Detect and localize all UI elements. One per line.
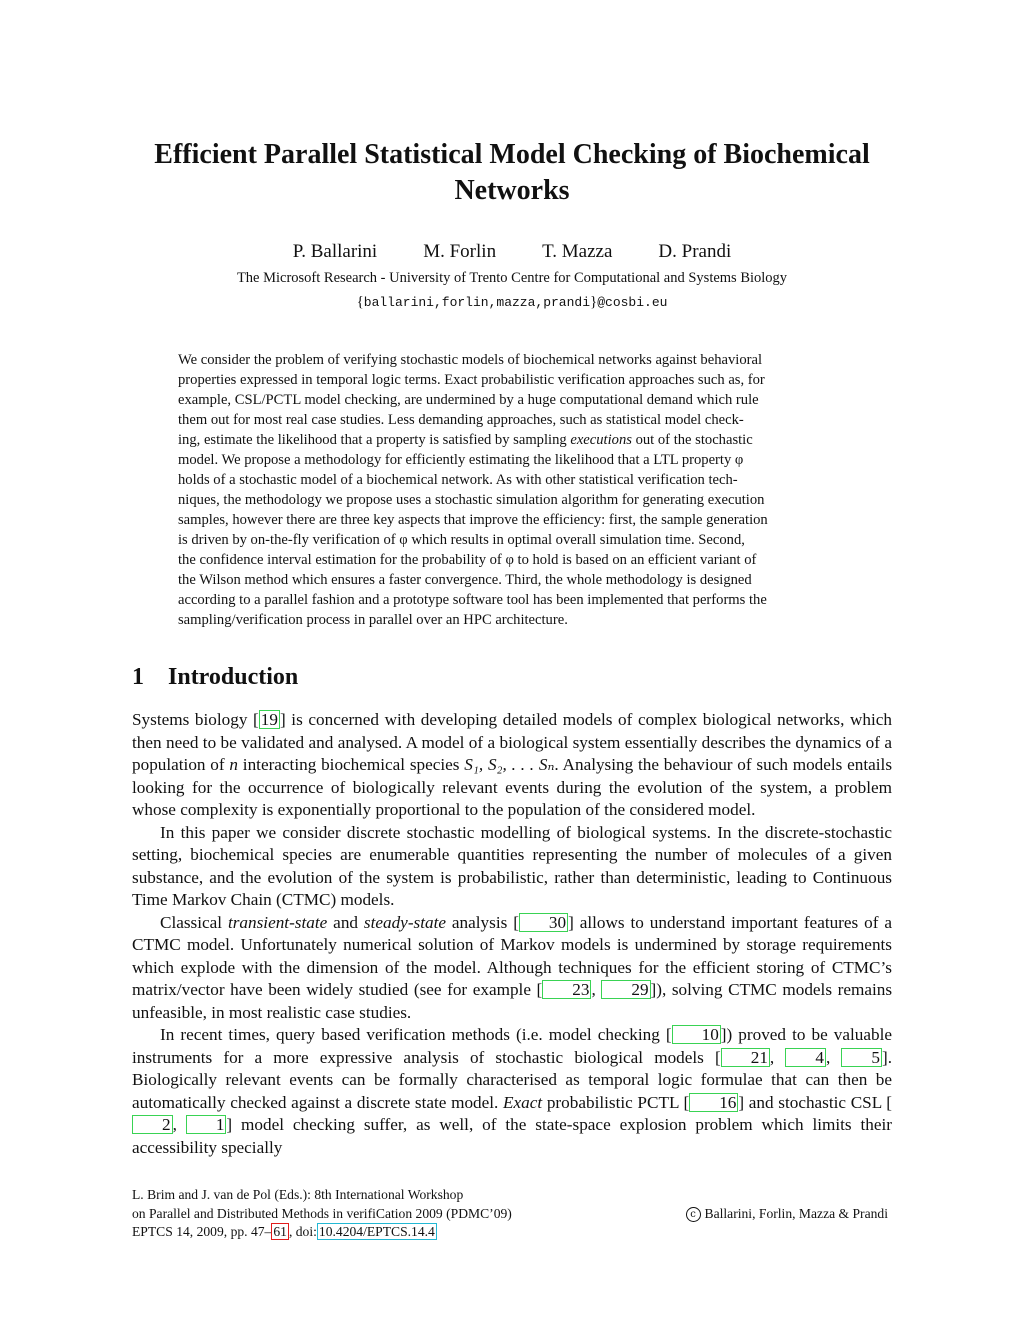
citation-link[interactable]: 10 xyxy=(672,1025,721,1044)
citation-link[interactable]: 29 xyxy=(601,980,650,999)
abstract xyxy=(178,350,846,630)
citation-link[interactable]: 2 xyxy=(132,1115,173,1134)
citation-link[interactable]: 19 xyxy=(260,710,278,729)
abstract-emphasis: executions xyxy=(570,432,632,448)
abstract-text: ing, estimate the likelihood that a property is satisfied by sampling xyxy=(178,432,571,448)
paper-title xyxy=(110,137,914,209)
abstract-line: example, CSL/PCTL model checking, are undermined by a huge computational demand which rule xyxy=(178,392,759,408)
section-title: Introduction xyxy=(168,664,299,690)
citation-link[interactable]: 23 xyxy=(542,980,591,999)
copyright-icon: c xyxy=(686,1207,701,1222)
citation-link[interactable]: 16 xyxy=(689,1093,738,1112)
abstract-line: model. We propose a methodology for efficiently estimating the likelihood that a LTL property φ xyxy=(178,452,744,468)
author-email xyxy=(0,292,1024,313)
paper-title-line1: Efficient Parallel Statistical Model Checking of Biochemical xyxy=(154,139,870,170)
citation-link[interactable]: 1 xyxy=(186,1115,227,1134)
copyright-holders: Ballarini, Forlin, Mazza & Prandi xyxy=(704,1205,888,1221)
abstract-line: niques, the methodology we propose uses a stochastic simulation algorithm for generating execution xyxy=(178,492,765,508)
abstract-line: properties expressed in temporal logic terms. Exact probabilistic verification approaches such as, for xyxy=(178,372,765,388)
author-list xyxy=(0,240,1024,264)
author: M. Forlin xyxy=(423,241,497,262)
paper-title-line2: Networks xyxy=(454,175,570,206)
footer xyxy=(132,1186,892,1242)
paragraph: In recent times, query based verification methods (i.e. model checking [ 10 ]) proved to be valuable instruments for a more expressive analysis of stochastic biological models [ 21 , 4 , 5 ]. Biologically relevant events can be formally characterised as temporal logic formulae that can then be automatically checked against a discrete state model. Exact probabilistic PCTL [ 16 ] and stochastic CSL [2 , 1 ] model checking suffer, as well, of the state-space explosion problem which limits their accessibility specially xyxy=(132,1025,893,1157)
section-heading xyxy=(132,662,632,692)
abstract-line: them out for most real case studies. Less demanding approaches, such as statistical model check- xyxy=(178,412,744,428)
paragraph: In this paper we consider discrete stochastic modelling of biological systems. In the discrete-stochastic setting, biochemical species are enumerable quantities representing the number of molecules of a given substance, and the evolution of the system is probabilistic, rather than deterministic, leading to Continuous Time Markov Chain (CTMC) models. xyxy=(132,822,892,909)
abstract-line: according to a parallel fashion and a prototype software tool has been implemented that performs the xyxy=(178,592,767,608)
abstract-line: sampling/verification process in parallel over an HPC architecture. xyxy=(178,612,568,628)
abstract-line: is driven by on-the-fly verification of φ which results in optimal overall simulation time. Second, xyxy=(178,532,745,548)
doi-link[interactable]: 10.4204/EPTCS.14.4 xyxy=(318,1224,435,1239)
email-users: ballarini,forlin,mazza,prandi xyxy=(363,295,591,310)
paragraph: Classical transient-state and steady-state analysis [ 30 ] allows to understand important features of a CTMC model. Unfortunately numerical solution of Markov models is undermined by storage requirements which explode with the dimension of the model. Although techniques for the efficient storing of CTMC’s matrix/vector have been widely studied (see for example [ 23 , 29 ]), solving CTMC models remains unfeasible, in most realistic case studies. xyxy=(132,912,893,1022)
section-number: 1 xyxy=(132,664,144,690)
citation-link[interactable]: 4 xyxy=(785,1048,826,1067)
citation-link[interactable]: 5 xyxy=(841,1048,882,1067)
abstract-line: the confidence interval estimation for the probability of φ to hold is based on an efficient variant of xyxy=(178,552,757,568)
intro-body xyxy=(132,709,892,1159)
abstract-line: samples, however there are three key aspects that improve the efficiency: first, the sample generation xyxy=(178,512,768,528)
footer-line: L. Brim and J. van de Pol (Eds.): 8th International Workshop xyxy=(132,1187,464,1202)
abstract-line xyxy=(178,430,846,450)
email-brace-close: } xyxy=(590,294,598,310)
footer-line: EPTCS 14, 2009, pp. 47– 61 , doi: 10.4204/EPTCS.14.4 xyxy=(132,1224,435,1239)
paragraph: Systems biology [ 19 ] is concerned with developing detailed models of complex biological networks, which then need to be validated and analysed. A model of a biological system essentially describes the dynamics of a population of n interacting biochemical species S₁, S₂, . . . Sₙ. Analysing the behaviour of such models entails looking for the occurrence of biologically relevant events during the evolution of the system, a problem whose complexity is exponentially proportional to the population of the considered model. xyxy=(132,710,893,819)
abstract-line: holds of a stochastic model of a biochemical network. As with other statistical verification tech- xyxy=(178,472,738,488)
math-species: S₁, S₂, . . . Sₙ xyxy=(464,755,555,774)
affiliation: The Microsoft Research - University of Trento Centre for Computational and Systems Biology xyxy=(236,270,788,286)
math-variable: n xyxy=(229,755,239,774)
footer-line: on Parallel and Distributed Methods in verifiCation 2009 (PDMC’09) xyxy=(132,1205,512,1221)
citation-link[interactable]: 21 xyxy=(721,1048,770,1067)
last-page-link[interactable]: 61 xyxy=(273,1224,287,1239)
author: P. Ballarini xyxy=(292,241,378,262)
abstract-line: the Wilson method which ensures a faster convergence. Third, the whole methodology is designed xyxy=(178,572,752,588)
citation-link[interactable]: 30 xyxy=(519,913,568,932)
abstract-line: We consider the problem of verifying stochastic models of biochemical networks against behavioral xyxy=(178,352,763,368)
email-brace-open: { xyxy=(356,294,364,310)
email-domain: @cosbi.eu xyxy=(597,295,668,310)
author: T. Mazza xyxy=(542,241,613,262)
author: D. Prandi xyxy=(658,241,732,262)
abstract-text: out of the stochastic xyxy=(631,432,753,448)
copyright-notice xyxy=(686,1205,888,1224)
